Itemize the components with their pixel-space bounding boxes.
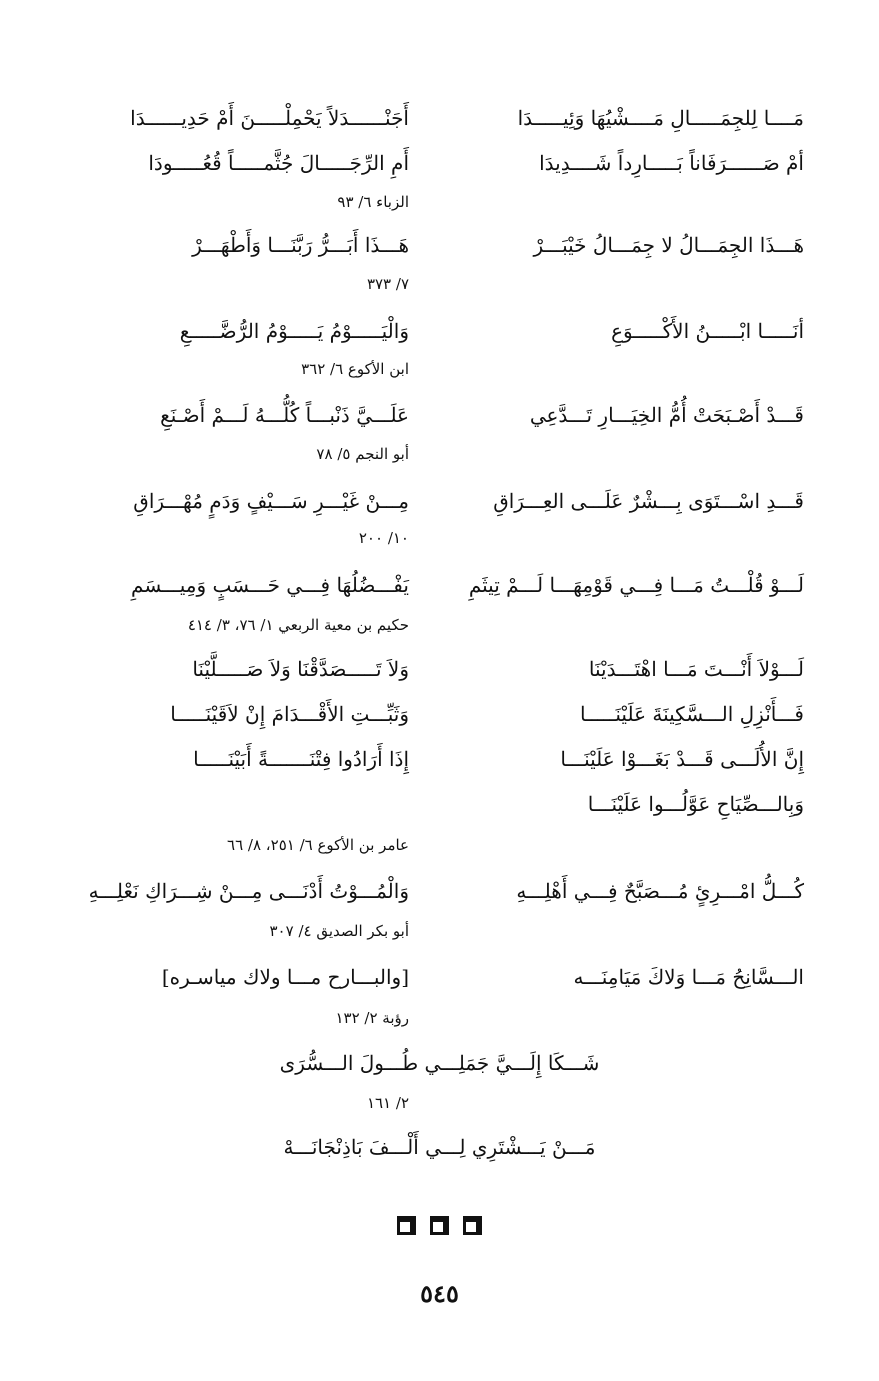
verse-ajuz: وَثَبِّـــتِ الأَقْـــدَامَ إِنْ لاَقَيْنَـــــا <box>170 702 409 726</box>
attribution: ٧/ ٣٧٣ <box>366 275 409 293</box>
verse-ajuz: يَفْـــضُلُهَا فِـــي حَـــسَبٍ وَمِيـــسَمِ <box>131 573 409 597</box>
verse-ajuz: أَمِ الرِّجَـــــالَ جُثَّمـــــاً قُعُـــــودَا <box>148 151 409 175</box>
attribution: أبو النجم ٥/ ٧٨ <box>316 445 409 463</box>
verse-ajuz: وَالْمُـــوْتُ أَدْنَـــى مِـــنْ شِـــرَاكِ نَعْلِـــهِ <box>88 879 409 903</box>
section-divider <box>0 1216 879 1239</box>
verse-sadr: مَــــا لِلجِمَـــــالِ مَــــشْيُهَا وَئِيـــــدَا <box>517 106 804 130</box>
attribution: حكيم بن معية الربعي ١/ ٧٦، ٣/ ٤١٤ <box>187 616 409 634</box>
verse-sadr: إِنَّ الأُلَـــى قَـــدْ بَغَـــوْا عَلَيْنَـــا <box>560 747 804 771</box>
verse-ajuz: هَـــذَا أَبَـــرُّ رَبَّنَـــا وَأَطْهَـــرْ <box>192 233 409 257</box>
attribution: أبو بكر الصديق ٤/ ٣٠٧ <box>269 922 409 940</box>
verse-ajuz: وَلاَ تَـــــصَدَّقْنَا وَلاَ صَـــــلَّيْنَا <box>192 657 409 681</box>
ornament-box-icon <box>463 1216 482 1235</box>
ornament-box-icon <box>430 1216 449 1235</box>
attribution: الزباء ٦/ ٩٣ <box>337 193 409 211</box>
page-number: ٥٤٥ <box>420 1279 459 1308</box>
verse-sadr: قَـــدِ اسْـــتَوَى بِـــشْرٌ عَلَـــى العِـــرَاقِ <box>493 489 804 513</box>
verse-sadr: كُـــلُّ امْـــرِئٍ مُـــصَبَّحٌ فِـــي أَهْلِـــهِ <box>516 879 804 903</box>
verse-ajuz: عَلَـــيَّ ذَنْبـــاً كُلُّـــهُ لَـــمْ أَصْـنَعِ <box>160 403 409 427</box>
verse-ajuz: أَجَنْــــــدَلاً يَحْمِلْـــــنَ أَمْ حَدِيــــــدَا <box>130 106 409 130</box>
attribution: ابن الأكوع ٦/ ٣٦٢ <box>301 360 409 378</box>
attribution: رؤبة ٢/ ١٣٢ <box>335 1009 409 1027</box>
verse-sadr: لَـــوْلاَ أَنْـــتَ مَـــا اهْتَـــدَيْنَا <box>588 657 804 681</box>
attribution: ٢/ ١٦١ <box>366 1094 409 1112</box>
verse-ajuz: وَالْيَـــــوْمُ يَـــــوْمُ الرُّضَّـــــعِ <box>179 319 409 343</box>
verse-sadr: فَـــأَنْزِلِ الـــسَّكِينَةَ عَلَيْنَـــــا <box>579 702 804 726</box>
verse-sadr: وَبِالـــصِّيَاحِ عَوَّلُـــوا عَلَيْنَـــا <box>587 792 804 816</box>
verse-ajuz: [والبـــارح مـــا ولاك مياسـره] <box>161 965 409 989</box>
verse-sadr: الـــسَّانِحُ مَـــا وَلاكَ مَيَامِنَـــه <box>573 965 804 989</box>
verse-sadr: قَـــدْ أَصْـبَحَتْ أُمُّ الخِيَـــارِ تَـــدَّعِي <box>529 403 804 427</box>
verse-sadr: هَـــذَا الجِمَـــالُ لا جِمَـــالُ خَيْبَـــرْ <box>533 233 804 257</box>
verse-ajuz: مِـــنْ غَيْـــرِ سَـــيْفٍ وَدَمٍ مُهْـــرَاقِ <box>133 489 409 513</box>
verse-sadr: أمْ صَــــــرَفَاناً بَـــــارِداً شَــــدِيدَا <box>539 151 804 175</box>
attribution: ١٠/ ٢٠٠ <box>358 529 409 547</box>
ornament-box-icon <box>397 1216 416 1235</box>
verse-sadr: لَـــوْ قُلْـــتُ مَـــا فِـــي قَوْمِهَـــا لَـــمْ تِيثَمِ <box>468 573 804 597</box>
centered-verse: مَـــنْ يَـــشْتَرِي لِـــي أَلْـــفَ بَاذِنْجَانَـــهْ <box>283 1135 596 1159</box>
attribution: عامر بن الأكوع ٦/ ٢٥١، ٨/ ٦٦ <box>227 836 409 854</box>
verse-sadr: أنَـــــا ابْـــــنُ الأَكْـــــوَعِ <box>611 319 804 343</box>
verse-ajuz: إِذَا أَرَادُوا فِتْنَـــــــةً أَبَيْنَـــــا <box>193 747 409 771</box>
centered-verse: شَـــكَا إِلَـــيَّ جَمَلِـــي طُـــولَ الـــسُّرَى <box>279 1051 600 1075</box>
